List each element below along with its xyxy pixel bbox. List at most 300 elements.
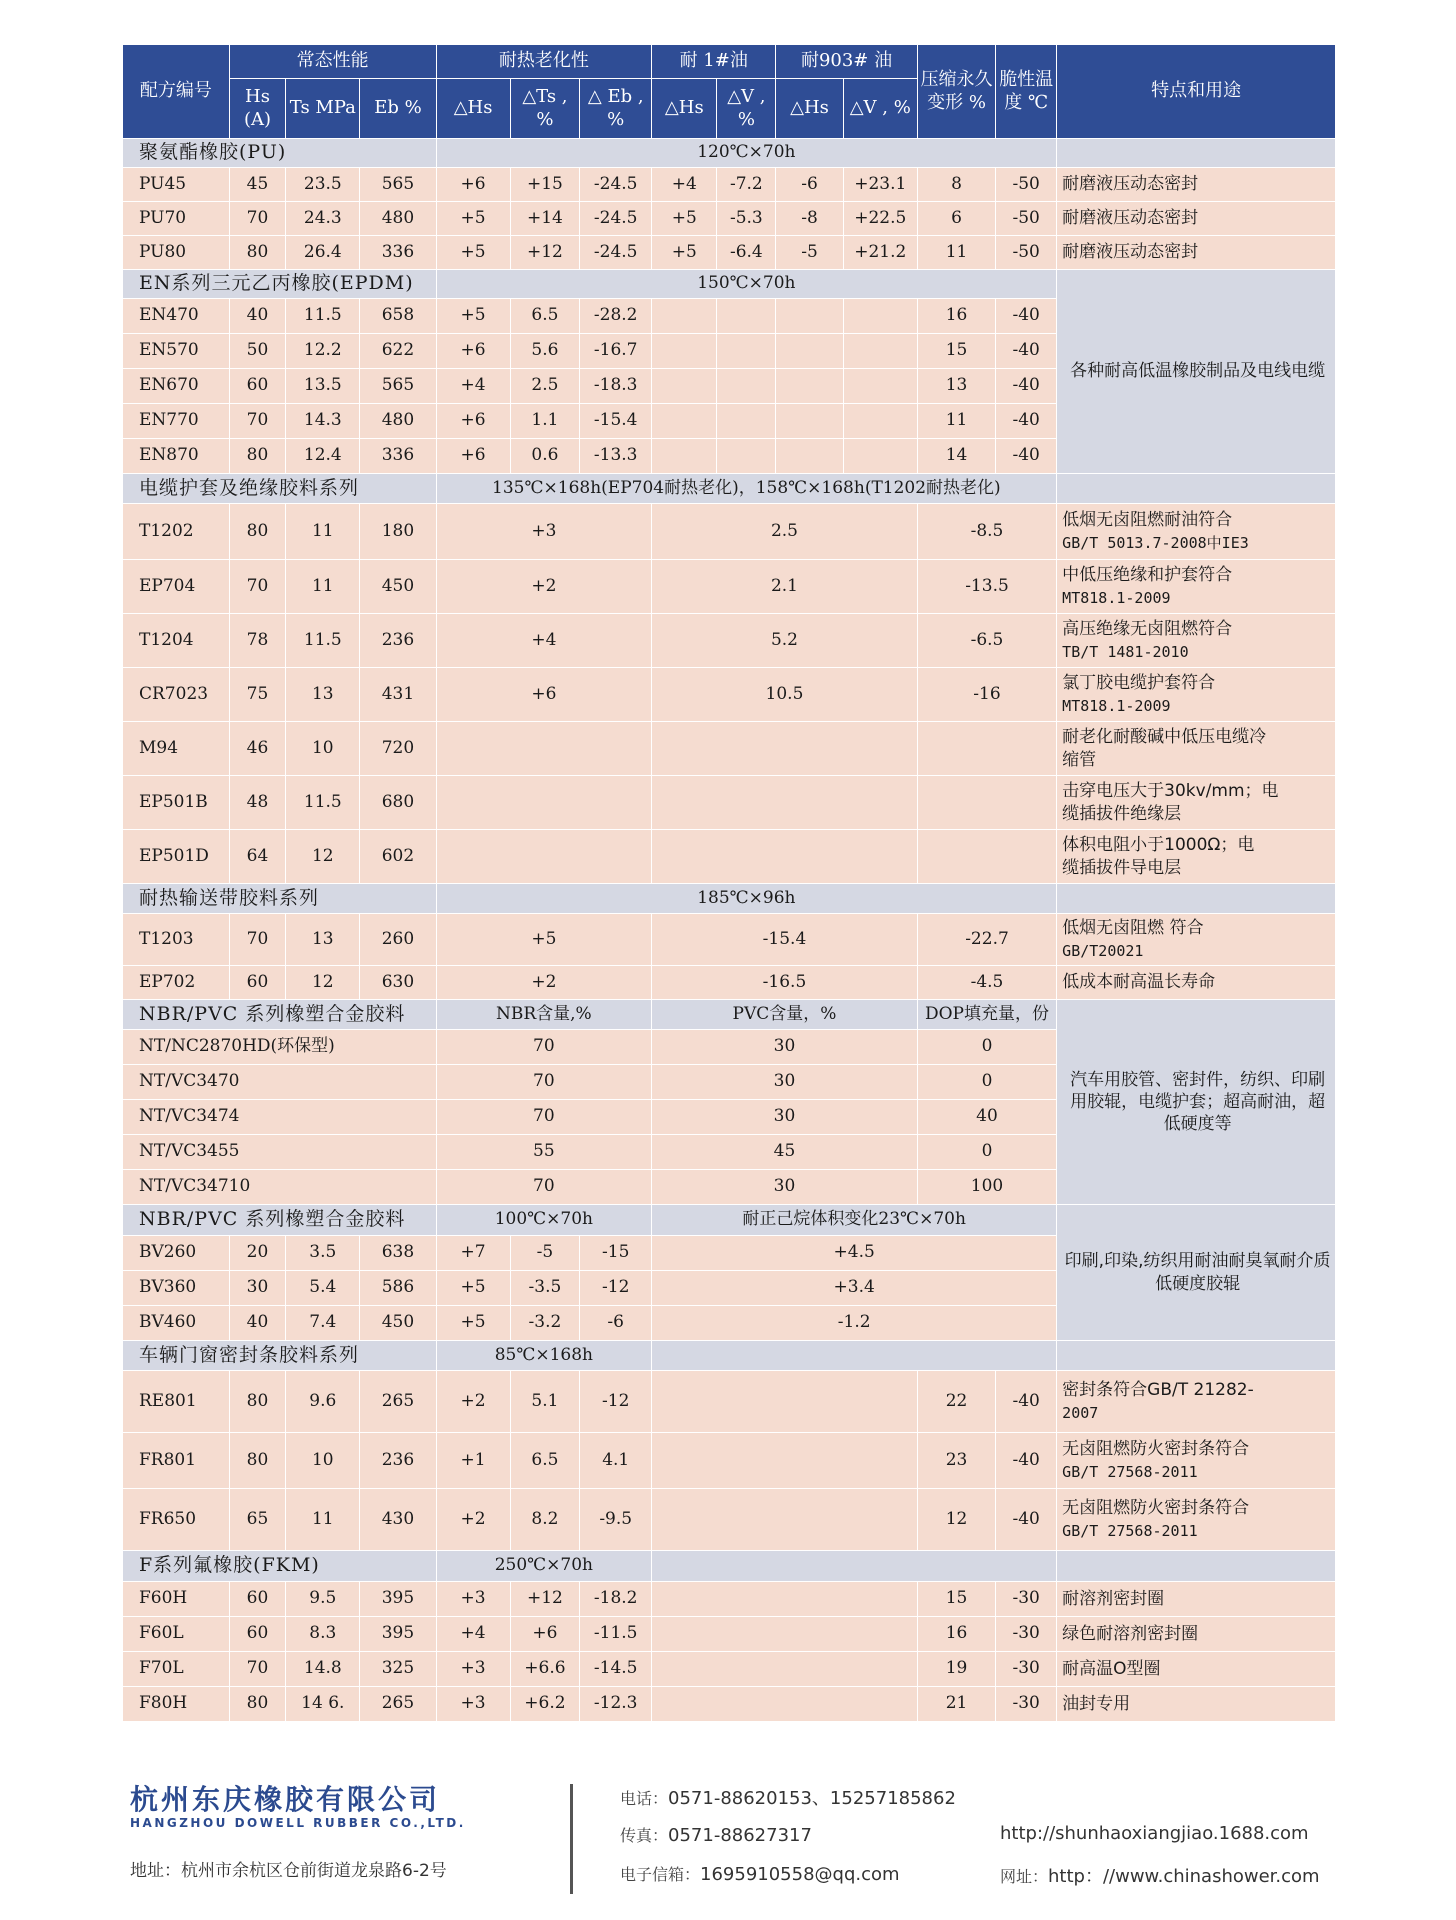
section-title: 耐热输送带胶料系列 [123, 884, 437, 914]
cell-empty [776, 439, 844, 474]
cell-deb: -24.5 [580, 202, 652, 236]
cell-dhs: +5 [436, 1306, 510, 1341]
cell-empty [436, 722, 652, 776]
cell-empty [652, 1617, 918, 1652]
cell-hs: 78 [229, 614, 286, 668]
formula-table [122, 44, 1336, 1722]
cell-ts: 12 [286, 966, 360, 1000]
cell-code: T1204 [123, 614, 230, 668]
cell-use [1057, 614, 1336, 668]
section-condition: 135℃×168h(EP704耐热老化)，158℃×168h(T1202耐热老化) [436, 474, 1057, 504]
cell-eb: 325 [360, 1652, 436, 1687]
cell-empty [843, 404, 917, 439]
section-blank [652, 1551, 1057, 1582]
cell-dhs: +4 [436, 369, 510, 404]
use-line: 击穿电压大于30kv/mm；电 [1062, 781, 1279, 802]
cell-oil903-dv: +23.1 [843, 168, 917, 202]
cell-dts: 1.1 [510, 404, 580, 439]
cell-code: NT/VC3470 [123, 1065, 437, 1100]
cell-empty [917, 722, 1056, 776]
cell-deb: -24.5 [580, 236, 652, 270]
website-link[interactable]: http：//www.chinashower.com [1048, 1866, 1320, 1887]
cell-empty [843, 299, 917, 334]
header-brittle: 脆性温度 ℃ [996, 45, 1057, 139]
cell-empty [717, 369, 776, 404]
cell-hs: 80 [229, 1371, 286, 1433]
cell-use: 耐磨液压动态密封 [1057, 236, 1336, 270]
cell-nbr: 70 [436, 1065, 652, 1100]
table-row [123, 668, 1336, 722]
cell-eb: 450 [360, 1306, 436, 1341]
cell-eb: 260 [360, 914, 436, 966]
cell-compression: 6 [917, 202, 995, 236]
cell-ts: 10 [286, 722, 360, 776]
section-cable [123, 474, 1336, 504]
table-row [123, 1433, 1336, 1489]
cell-use: 耐磨液压动态密封 [1057, 168, 1336, 202]
cell-use [1057, 560, 1336, 614]
email-label: 电子信箱： [620, 1865, 701, 1884]
cell-empty [717, 299, 776, 334]
cell-deb: -6.5 [917, 614, 1056, 668]
header-compression: 压缩永久变形 % [917, 45, 995, 139]
cell-deb: -16 [917, 668, 1056, 722]
table-row [123, 236, 1336, 270]
cell-dts: 5.1 [510, 1371, 580, 1433]
cell-empty [776, 299, 844, 334]
cell-use [1057, 914, 1336, 966]
cell-dhs: +1 [436, 1433, 510, 1489]
cell-brittle: -40 [996, 369, 1057, 404]
cell-hs: 50 [229, 334, 286, 369]
table-row [123, 914, 1336, 966]
cell-oil1-dhs: +5 [652, 202, 717, 236]
cell-code: BV460 [123, 1306, 230, 1341]
use-standard: GB/T20021 [1062, 941, 1144, 960]
cell-deb: -18.2 [580, 1582, 652, 1617]
header-dhs: △Hs [436, 79, 510, 139]
cell-ts: 12 [286, 830, 360, 884]
cell-eb: 630 [360, 966, 436, 1000]
cell-empty [843, 334, 917, 369]
cell-compression: 19 [917, 1652, 995, 1687]
cell-use [1057, 1433, 1336, 1489]
use-line: 低烟无卤阻燃 符合 [1062, 918, 1204, 939]
cell-code: T1203 [123, 914, 230, 966]
cell-empty [776, 404, 844, 439]
cell-eb: 236 [360, 1433, 436, 1489]
cell-hs: 70 [229, 404, 286, 439]
cell-deb: -4.5 [917, 966, 1056, 1000]
cell-dts: +12 [510, 1582, 580, 1617]
cell-pvc: 30 [652, 1100, 918, 1135]
cell-dhs: +6 [436, 668, 652, 722]
cell-deb: -13.3 [580, 439, 652, 474]
website-link-1688[interactable]: http://shunhaoxiangjiao.1688.com [1000, 1823, 1309, 1844]
cell-empty [917, 830, 1056, 884]
cell-hs: 60 [229, 1582, 286, 1617]
cell-hs: 30 [229, 1271, 286, 1306]
use-standard: GB/T 5013.7-2008中IE3 [1062, 533, 1249, 552]
use-line: 中低压绝缘和护套符合 [1062, 565, 1233, 586]
cell-hs: 20 [229, 1236, 286, 1271]
cell-empty [652, 369, 717, 404]
cell-code: NT/VC3474 [123, 1100, 437, 1135]
cell-hs: 65 [229, 1489, 286, 1551]
cell-code: EN870 [123, 439, 230, 474]
fax-label: 传真： [620, 1826, 669, 1845]
cell-dv: +3.4 [652, 1271, 1057, 1306]
header-ts: Ts MPa [286, 79, 360, 139]
cell-deb: -18.3 [580, 369, 652, 404]
cell-code: EP501D [123, 830, 230, 884]
cell-empty [652, 1687, 918, 1722]
table-row [123, 1582, 1336, 1617]
cell-hs: 46 [229, 722, 286, 776]
use-line: 无卤阻燃防火密封条符合 [1062, 1498, 1250, 1519]
cell-hs: 70 [229, 202, 286, 236]
cell-ts: 11.5 [286, 776, 360, 830]
cell-deb: -12 [580, 1371, 652, 1433]
cell-hs: 40 [229, 299, 286, 334]
table-row [123, 1687, 1336, 1722]
table-row [123, 776, 1336, 830]
cell-dhs: +6 [436, 334, 510, 369]
cell-use: 各种耐高低温橡胶制品及电线电缆 [1057, 270, 1336, 474]
section-blank [1057, 474, 1336, 504]
cell-dhs: +3 [436, 504, 652, 560]
cell-eb: 265 [360, 1687, 436, 1722]
cell-compression: 15 [917, 334, 995, 369]
cell-empty [652, 404, 717, 439]
cell-empty [717, 334, 776, 369]
cell-empty [652, 722, 918, 776]
cell-eb: 265 [360, 1371, 436, 1433]
use-line: 缆插拔件导电层 [1062, 857, 1182, 878]
cell-dhs: +3 [436, 1652, 510, 1687]
cell-code: RE801 [123, 1371, 230, 1433]
cell-compression: 12 [917, 1489, 995, 1551]
table-row [123, 614, 1336, 668]
cell-compression: 15 [917, 1582, 995, 1617]
cell-empty [652, 830, 918, 884]
company-name-en: HANGZHOU DOWELL RUBBER CO.,LTD. [130, 1816, 466, 1830]
cell-dhs: +3 [436, 1687, 510, 1722]
cell-use: 印刷,印染,纺织用耐油耐臭氧耐介质低硬度胶辊 [1057, 1205, 1336, 1341]
cell-dhs: +6 [436, 168, 510, 202]
cell-eb: 622 [360, 334, 436, 369]
section-condition: 150℃×70h [436, 270, 1057, 299]
section-blank [1057, 1551, 1336, 1582]
cell-dhs: +5 [436, 914, 652, 966]
cell-code: EN570 [123, 334, 230, 369]
cell-compression: 23 [917, 1433, 995, 1489]
section-condition: 100℃×70h [436, 1205, 652, 1236]
cell-oil903-dv: +21.2 [843, 236, 917, 270]
cell-hs: 45 [229, 168, 286, 202]
cell-code: EN470 [123, 299, 230, 334]
section-condition: 120℃×70h [436, 139, 1057, 168]
cell-dts: +15 [510, 168, 580, 202]
cell-empty [436, 776, 652, 830]
cell-compression: 22 [917, 1371, 995, 1433]
cell-compression: 16 [917, 299, 995, 334]
header-oil1-dv: △V , % [717, 79, 776, 139]
cell-ts: 3.5 [286, 1236, 360, 1271]
cell-brittle: -40 [996, 439, 1057, 474]
table-row [123, 1617, 1336, 1652]
cell-hs: 60 [229, 966, 286, 1000]
cell-eb: 480 [360, 404, 436, 439]
cell-pvc: 30 [652, 1030, 918, 1065]
cell-brittle: -50 [996, 168, 1057, 202]
cell-eb: 480 [360, 202, 436, 236]
use-line: 无卤阻燃防火密封条符合 [1062, 1439, 1250, 1460]
cell-dts: 2.5 [510, 369, 580, 404]
cell-dts: -3.5 [510, 1271, 580, 1306]
cell-dts: +12 [510, 236, 580, 270]
cell-dts: +6.2 [510, 1687, 580, 1722]
cell-dhs: +6 [436, 404, 510, 439]
cell-hs: 80 [229, 1433, 286, 1489]
cell-use: 汽车用胶管、密封件，纺织、印刷用胶辊，电缆护套；超高耐油，超低硬度等 [1057, 1000, 1336, 1205]
cell-empty [917, 776, 1056, 830]
use-line: 缩管 [1062, 749, 1097, 770]
cell-code: NT/VC34710 [123, 1170, 437, 1205]
section-title: 聚氨酯橡胶(PU) [123, 139, 437, 168]
cell-dhs: +2 [436, 560, 652, 614]
table-row [123, 830, 1336, 884]
use-standard: 2007 [1062, 1403, 1099, 1422]
cell-compression: 13 [917, 369, 995, 404]
cell-eb: 430 [360, 1489, 436, 1551]
cell-ts: 10 [286, 1433, 360, 1489]
table-row [123, 560, 1336, 614]
section-belt [123, 884, 1336, 914]
header-feature: 特点和用途 [1057, 45, 1336, 139]
cell-eb: 565 [360, 369, 436, 404]
cell-deb: -12 [580, 1271, 652, 1306]
cell-brittle: -50 [996, 236, 1057, 270]
cell-dhs: +4 [436, 1617, 510, 1652]
cell-use: 绿色耐溶剂密封圈 [1057, 1617, 1336, 1652]
table-row [123, 1652, 1336, 1687]
cell-dv: -1.2 [652, 1306, 1057, 1341]
cell-dhs: +7 [436, 1236, 510, 1271]
use-standard: MT818.1-2009 [1062, 588, 1171, 607]
cell-code: FR650 [123, 1489, 230, 1551]
cell-brittle: -30 [996, 1582, 1057, 1617]
section-blank [1057, 139, 1336, 168]
cell-brittle: -30 [996, 1617, 1057, 1652]
section-blank [1057, 1341, 1336, 1371]
cell-nbr: 70 [436, 1170, 652, 1205]
cell-deb: 4.1 [580, 1433, 652, 1489]
cell-eb: 586 [360, 1271, 436, 1306]
cell-nbr: 70 [436, 1100, 652, 1135]
header-dop-content: DOP填充量，份 [917, 1000, 1056, 1030]
cell-code: CR7023 [123, 668, 230, 722]
cell-brittle: -40 [996, 1433, 1057, 1489]
cell-hs: 80 [229, 236, 286, 270]
cell-oil903-dv: +22.5 [843, 202, 917, 236]
cell-ts: 11 [286, 560, 360, 614]
cell-oil1-dv: -5.3 [717, 202, 776, 236]
cell-ts: 5.4 [286, 1271, 360, 1306]
header-heat-aging: 耐热老化性 [436, 45, 652, 79]
use-standard: MT818.1-2009 [1062, 696, 1171, 715]
company-address: 地址：杭州市余杭区仓前街道龙泉路6-2号 [130, 1861, 447, 1881]
cell-code: EP702 [123, 966, 230, 1000]
cell-brittle: -40 [996, 299, 1057, 334]
cell-code: F60H [123, 1582, 230, 1617]
cell-pvc: 45 [652, 1135, 918, 1170]
cell-use [1057, 1371, 1336, 1433]
cell-dop: 0 [917, 1135, 1056, 1170]
section-title: NBR/PVC 系列橡塑合金胶料 [123, 1000, 437, 1030]
cell-dop: 40 [917, 1100, 1056, 1135]
cell-ts: 8.3 [286, 1617, 360, 1652]
section-title: EN系列三元乙丙橡胶(EPDM) [123, 270, 437, 299]
cell-deb: -16.7 [580, 334, 652, 369]
use-line: 密封条符合GB/T 21282- [1062, 1380, 1254, 1401]
cell-oil903-dhs: -5 [776, 236, 844, 270]
cell-dts: +6 [510, 1617, 580, 1652]
table-row [123, 504, 1336, 560]
cell-empty [436, 830, 652, 884]
cell-deb: -13.5 [917, 560, 1056, 614]
table-body [123, 139, 1336, 1722]
cell-deb: -24.5 [580, 168, 652, 202]
cell-empty [717, 404, 776, 439]
cell-dhs: +5 [436, 202, 510, 236]
cell-hs: 75 [229, 668, 286, 722]
section-door-seal [123, 1341, 1336, 1371]
cell-brittle: -40 [996, 334, 1057, 369]
cell-compression: 11 [917, 236, 995, 270]
cell-ts: 7.4 [286, 1306, 360, 1341]
cell-hs: 70 [229, 914, 286, 966]
header-formula: 配方编号 [123, 45, 230, 139]
cell-dhs: +2 [436, 1371, 510, 1433]
section-condition-hexane: 耐正己烷体积变化23℃×70h [652, 1205, 1057, 1236]
cell-eb: 336 [360, 439, 436, 474]
table-row [123, 966, 1336, 1000]
header-dts: △Ts , % [510, 79, 580, 139]
section-nbr-pvc-rollers [123, 1205, 1336, 1236]
cell-ts: 26.4 [286, 236, 360, 270]
cell-use: 耐磨液压动态密封 [1057, 202, 1336, 236]
cell-eb: 450 [360, 560, 436, 614]
cell-hs: 64 [229, 830, 286, 884]
cell-dts: +14 [510, 202, 580, 236]
cell-dop: 0 [917, 1030, 1056, 1065]
header-hs: Hs (A) [229, 79, 286, 139]
cell-dts: -16.5 [652, 966, 918, 1000]
cell-dhs: +6 [436, 439, 510, 474]
phone-number: 0571-88620153、15257185862 [668, 1788, 956, 1809]
cell-use [1057, 722, 1336, 776]
cell-use [1057, 668, 1336, 722]
header-oil903-dhs: △Hs [776, 79, 844, 139]
section-blank [652, 1341, 1057, 1371]
cell-ts: 13 [286, 914, 360, 966]
cell-code: EN770 [123, 404, 230, 439]
cell-code: F70L [123, 1652, 230, 1687]
header-deb: △ Eb , % [580, 79, 652, 139]
cell-compression: 14 [917, 439, 995, 474]
cell-ts: 13.5 [286, 369, 360, 404]
use-standard: GB/T 27568-2011 [1062, 1521, 1198, 1540]
fax-line [620, 1823, 812, 1846]
cell-code: BV260 [123, 1236, 230, 1271]
header-pvc-content: PVC含量，% [652, 1000, 918, 1030]
cell-code: EP704 [123, 560, 230, 614]
cell-compression: 11 [917, 404, 995, 439]
cell-hs: 80 [229, 1687, 286, 1722]
cell-code: NT/VC3455 [123, 1135, 437, 1170]
cell-eb: 395 [360, 1617, 436, 1652]
cell-empty [652, 1489, 918, 1551]
cell-deb: -6 [580, 1306, 652, 1341]
email-address: 1695910558@qq.com [700, 1864, 900, 1885]
cell-empty [652, 1371, 918, 1433]
cell-oil1-dhs: +5 [652, 236, 717, 270]
cell-deb: -22.7 [917, 914, 1056, 966]
cell-dts: -15.4 [652, 914, 918, 966]
cell-deb: -15.4 [580, 404, 652, 439]
cell-code: BV360 [123, 1271, 230, 1306]
cell-dts: 2.1 [652, 560, 918, 614]
cell-dts: 6.5 [510, 1433, 580, 1489]
cell-code: F80H [123, 1687, 230, 1722]
cell-use: 油封专用 [1057, 1687, 1336, 1722]
cell-deb: -9.5 [580, 1489, 652, 1551]
cell-oil1-dv: -6.4 [717, 236, 776, 270]
cell-oil903-dhs: -8 [776, 202, 844, 236]
cell-use: 耐溶剂密封圈 [1057, 1582, 1336, 1617]
table-row [123, 722, 1336, 776]
cell-compression: 21 [917, 1687, 995, 1722]
cell-empty [652, 1652, 918, 1687]
cell-use: 耐高温O型圈 [1057, 1652, 1336, 1687]
cell-ts: 12.4 [286, 439, 360, 474]
use-line: 缆插拔件绝缘层 [1062, 803, 1182, 824]
table-row [123, 1371, 1336, 1433]
cell-ts: 11.5 [286, 299, 360, 334]
section-condition: 250℃×70h [436, 1551, 652, 1582]
cell-deb: -12.3 [580, 1687, 652, 1722]
cell-use: 低成本耐高温长寿命 [1057, 966, 1336, 1000]
cell-empty [843, 439, 917, 474]
company-footer [0, 1770, 1456, 1920]
table-row [123, 1489, 1336, 1551]
cell-empty [652, 439, 717, 474]
cell-empty [717, 439, 776, 474]
cell-hs: 70 [229, 1652, 286, 1687]
use-standard: GB/T 27568-2011 [1062, 1462, 1198, 1481]
phone-line [620, 1784, 956, 1810]
section-title: 电缆护套及绝缘胶料系列 [123, 474, 437, 504]
section-title: NBR/PVC 系列橡塑合金胶料 [123, 1205, 437, 1236]
cell-empty [776, 334, 844, 369]
cell-pvc: 30 [652, 1065, 918, 1100]
cell-nbr: 70 [436, 1030, 652, 1065]
cell-use [1057, 776, 1336, 830]
cell-ts: 11 [286, 504, 360, 560]
cell-code: EN670 [123, 369, 230, 404]
cell-code: PU80 [123, 236, 230, 270]
